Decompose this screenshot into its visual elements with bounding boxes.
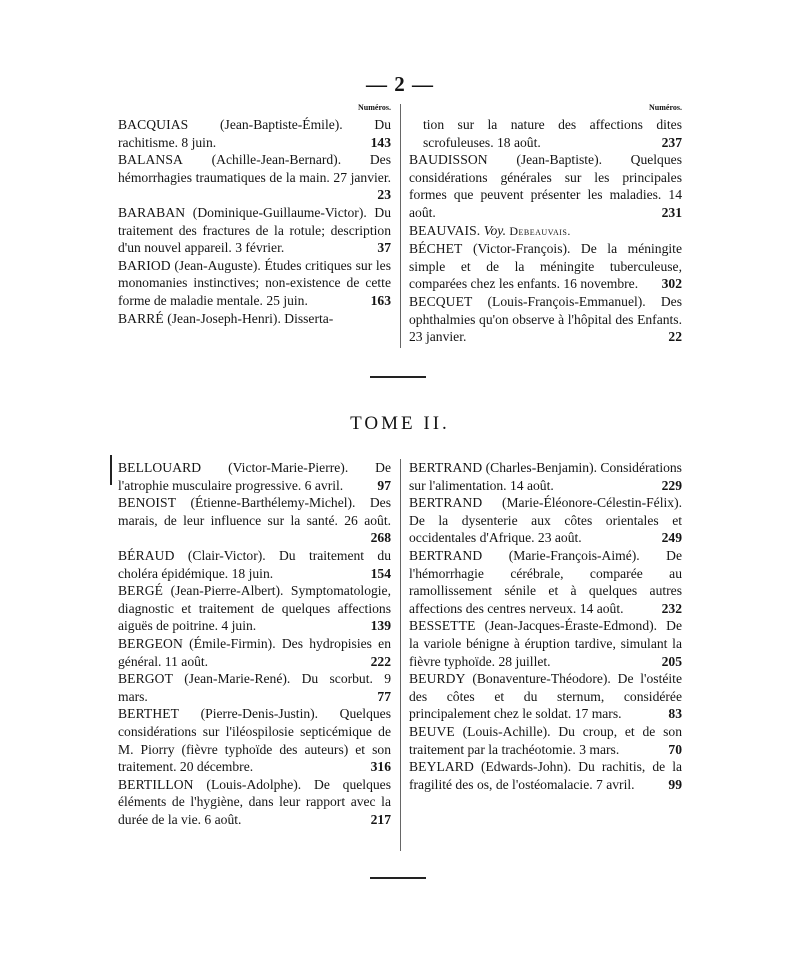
entry-description: (Louis-Adolphe). De quelques éléments de l'hygiène, dans leur rapport avec la durée de la vie. 6 août. — [118, 776, 391, 827]
entry-description: (Jean-Baptiste). Quelques considérations générales sur les principales formes que peuvent présenter les maladies. 14 août. — [409, 152, 682, 220]
index-entry — [118, 670, 391, 705]
index-column-left — [118, 459, 391, 828]
entry-author: BERGEON — [118, 635, 183, 651]
entry-author: BACQUIAS — [118, 117, 189, 132]
entry-description: (Charles-Benjamin). Considérations sur l'alimentation. 14 août. — [409, 460, 682, 493]
entry-author: BERTRAND — [409, 460, 483, 475]
entry-number: 231 — [658, 204, 682, 222]
entry-author: BEURDY — [409, 671, 466, 687]
index-entry — [409, 222, 682, 241]
index-entry — [118, 116, 391, 151]
entry-description: (Jean-Auguste). Études critiques sur les monomanies instinctives; non-existence de cette forme de maladie mentale. 25 juin. — [118, 257, 391, 308]
entry-author: BARABAN — [118, 204, 186, 220]
index-entry — [409, 293, 682, 346]
page-number: — 2 — — [366, 72, 434, 96]
column-header-numeros: Numéros. — [358, 103, 391, 112]
entry-number: 22 — [664, 328, 682, 346]
entry-number: 232 — [658, 600, 682, 618]
index-entry — [409, 547, 682, 617]
entry-number: 97 — [373, 477, 391, 495]
entry-author: BAUDISSON — [409, 152, 488, 168]
index-column-right — [409, 100, 682, 346]
entry-description: (Pierre-Denis-Justin). Quelques considérations sur l'iléospilosie septicémique de M. Piorry (fièvre typhoïde des auteurs) et son traitement. 20 décembre. — [118, 706, 391, 775]
entry-number: 268 — [367, 529, 391, 547]
entry-description: (Achille-Jean-Bernard). Des hémorrhagies traumatiques de la main. 27 janvier. — [118, 152, 391, 185]
see-reference-label: Voy. — [483, 222, 506, 238]
entry-description: (Edwards-John). Du rachitis, de la fragilité des os, de l'ostéomalacie. 7 avril. — [409, 759, 682, 792]
section-separator — [370, 376, 426, 378]
index-entry — [409, 151, 682, 221]
entry-number: 163 — [367, 292, 391, 310]
entry-number: 83 — [664, 705, 682, 723]
entry-author: BEYLARD — [409, 759, 474, 775]
index-entry — [118, 204, 391, 257]
index-entry — [118, 459, 391, 494]
entry-description: (Jean-Jacques-Éraste-Edmond). De la variole bénigne à éruption tardive, simulant la fièvre typhoïde. 28 juillet. — [409, 618, 682, 669]
entry-author: BERGÉ — [118, 583, 164, 599]
entry-author: BERTILLON — [118, 776, 194, 792]
index-entry — [118, 705, 391, 775]
entry-description: (Louis-François-Emmanuel). Des ophthalmies qu'on observe à l'hôpital des Enfants. 23 janvier. — [409, 293, 682, 345]
entry-author: BARIOD — [118, 257, 171, 273]
column-divider — [400, 459, 401, 851]
index-entry — [409, 116, 682, 151]
entry-number: 77 — [373, 688, 391, 706]
index-entry — [409, 670, 682, 723]
entry-number: 139 — [367, 617, 391, 635]
column-divider — [400, 104, 401, 348]
entry-author: BESSETTE — [409, 618, 476, 634]
entry-description: (Jean-Pierre-Albert). Symptomatologie, diagnostic et traitement de quelques affections aiguës de poitrine. 4 juin. — [118, 583, 391, 634]
index-entry — [118, 635, 391, 670]
index-entry — [118, 151, 391, 204]
entry-description: tion sur la nature des affections dites scrofuleuses. 18 août. — [423, 117, 682, 150]
entry-author: BELLOUARD — [118, 460, 202, 475]
entry-description: (Étienne-Barthélemy-Michel). Des marais, de leur influence sur la santé. 26 août. — [118, 495, 391, 528]
entry-author: BERGOT — [118, 671, 173, 687]
entry-author: BERTHET — [118, 706, 180, 722]
entry-number: 154 — [367, 565, 391, 583]
index-section-2 — [118, 459, 684, 859]
index-column-right — [409, 459, 682, 793]
entry-author: BALANSA — [118, 152, 183, 168]
entry-description: (Émile-Firmin). Des hydropisies en général. 11 août. — [118, 635, 391, 669]
index-column-left — [118, 100, 391, 327]
index-entry — [118, 776, 391, 829]
entry-author: BECQUET — [409, 293, 473, 309]
entry-author: BENOIST — [118, 495, 177, 511]
entry-number: 37 — [373, 239, 391, 257]
entry-number: 217 — [367, 811, 391, 829]
entry-number: 70 — [664, 741, 682, 759]
entry-number: 143 — [367, 134, 391, 152]
entry-description: (Victor-François). De la méningite simple et de la méningite tuberculeuse, comparées chez les enfants. 16 novembre. — [409, 241, 682, 292]
entry-description: (Marie-François-Aimé). De l'hémorrhagie cérébrale, comparée au ramollissement sénile et à quelques autres affections des centres nerveux. 14 août. — [409, 547, 682, 616]
entry-description: (Clair-Victor). Du traitement du choléra épidémique. 18 juin. — [118, 547, 391, 581]
entry-number: 316 — [367, 758, 391, 776]
index-entry — [118, 494, 391, 547]
entry-author: BARRÉ — [118, 310, 164, 326]
entry-description: (Victor-Marie-Pierre). De l'atrophie musculaire progressive. 6 avril. — [118, 460, 391, 493]
index-entry — [118, 547, 391, 582]
index-entry — [409, 758, 682, 793]
index-entry — [409, 617, 682, 670]
index-section-1 — [118, 100, 684, 350]
entry-number: 229 — [658, 477, 682, 495]
entry-author: BÉCHET — [409, 241, 463, 257]
entry-author: BERTRAND — [409, 547, 483, 563]
entry-description: (Jean-Joseph-Henri). Disserta- — [167, 310, 334, 326]
entry-number: 205 — [658, 653, 682, 671]
index-entry — [118, 582, 391, 635]
entry-description: (Jean-Baptiste-Émile). Du rachitisme. 8 juin. — [118, 117, 391, 150]
index-entry — [118, 257, 391, 310]
index-entry — [409, 459, 682, 494]
margin-mark — [110, 455, 112, 485]
entry-number: 99 — [664, 776, 682, 794]
section-separator — [370, 877, 426, 879]
entry-description: (Louis-Achille). Du croup, et de son traitement par la trachéotomie. 3 mars. — [409, 723, 682, 757]
entry-description: (Dominique-Guillaume-Victor). Du traitement des fractures de la rotule; description d'un nouvel appareil. 3 février. — [118, 204, 391, 256]
entry-description: (Jean-Marie-René). Du scorbut. 9 mars. — [118, 671, 391, 704]
entry-author: BEUVE — [409, 723, 455, 739]
entry-description: (Marie-Éléonore-Célestin-Félix). De la dysenterie aux côtes orientales et occidentales d'Afrique. 23 août. — [409, 495, 682, 546]
entry-number: 23 — [373, 186, 391, 204]
entry-author: BERTRAND — [409, 495, 483, 511]
index-entry — [118, 310, 391, 328]
index-entry — [409, 494, 682, 547]
volume-heading: TOME II. — [350, 413, 450, 434]
entry-number: 249 — [658, 529, 682, 547]
entry-number: 302 — [658, 275, 682, 293]
index-entry — [409, 240, 682, 293]
index-entry — [409, 723, 682, 758]
entry-number: 222 — [367, 653, 391, 671]
entry-number: 237 — [658, 134, 682, 152]
entry-author: BÉRAUD — [118, 547, 175, 563]
column-header-numeros: Numéros. — [649, 103, 682, 112]
see-reference-target: Debeauvais. — [509, 223, 571, 238]
entry-description: (Bonaventure-Théodore). De l'ostéite des côtes et du sternum, considérée principalement chez le soldat. 17 mars. — [409, 671, 682, 722]
entry-author: BEAUVAIS. — [409, 222, 481, 238]
